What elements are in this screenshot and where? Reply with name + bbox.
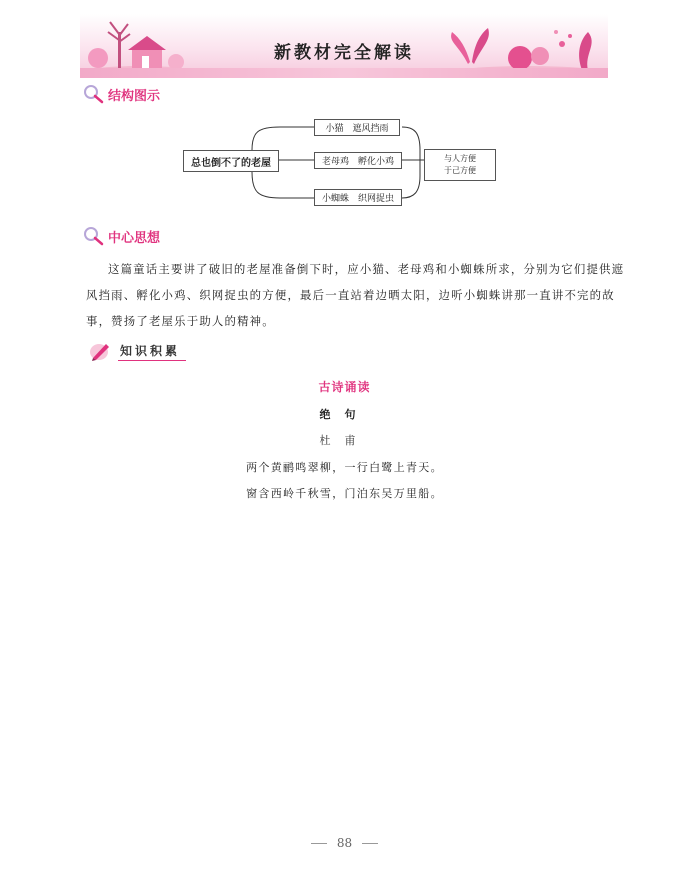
knowledge-label: 知识积累 xyxy=(118,342,186,361)
diagram-branch-1: 小猫 遮风挡雨 xyxy=(314,119,400,136)
poem-section-title: 古诗诵读 xyxy=(318,380,371,394)
diagram-center-node: 总也倒不了的老屋 xyxy=(183,150,279,172)
main-idea-heading-text: 中心思想 xyxy=(108,230,161,246)
page-number-dash-left xyxy=(311,843,327,844)
magnifier-icon xyxy=(82,84,104,104)
poem-title: 绝句 xyxy=(319,408,370,421)
result-line-2: 于己方便 xyxy=(444,166,476,175)
poem-line-1: 两个黄鹂鸣翠柳，一行白鹭上青天。 xyxy=(246,461,443,474)
diagram-result-node xyxy=(424,149,496,181)
main-idea-paragraph xyxy=(86,256,626,334)
structure-heading-text: 结构图示 xyxy=(108,88,161,104)
knowledge-section-heading xyxy=(88,340,186,362)
main-idea-section-heading xyxy=(82,226,160,246)
page-header xyxy=(80,14,608,78)
book-title: 新教材完全解读 xyxy=(274,43,414,63)
page-number xyxy=(0,836,689,850)
pen-icon xyxy=(88,340,112,362)
structure-section-heading xyxy=(82,84,160,104)
result-line-1: 与人方便 xyxy=(444,154,476,163)
diagram-branch-2: 老母鸡 孵化小鸡 xyxy=(314,152,402,169)
diagram-branch-3: 小蜘蛛 织网捉虫 xyxy=(314,189,402,206)
header-band xyxy=(80,68,608,78)
poem-author: 杜甫 xyxy=(319,434,370,447)
page-number-text: 88 xyxy=(336,836,353,850)
main-idea-text: 这篇童话主要讲了破旧的老屋准备倒下时，应小猫、老母鸡和小蜘蛛所求，分别为它们提供遮风挡雨、孵化小鸡、织网捉虫的方便，最后一直站着边晒太阳，边听小蜘蛛讲那一直讲不完的故事，赞扬了老屋乐于助人的精神。 xyxy=(86,262,625,328)
poem-line-2: 窗含西岭千秋雪，门泊东吴万里船。 xyxy=(246,487,443,500)
structure-diagram xyxy=(180,116,500,210)
page-number-dash-right xyxy=(362,843,378,844)
magnifier-icon xyxy=(82,226,104,246)
